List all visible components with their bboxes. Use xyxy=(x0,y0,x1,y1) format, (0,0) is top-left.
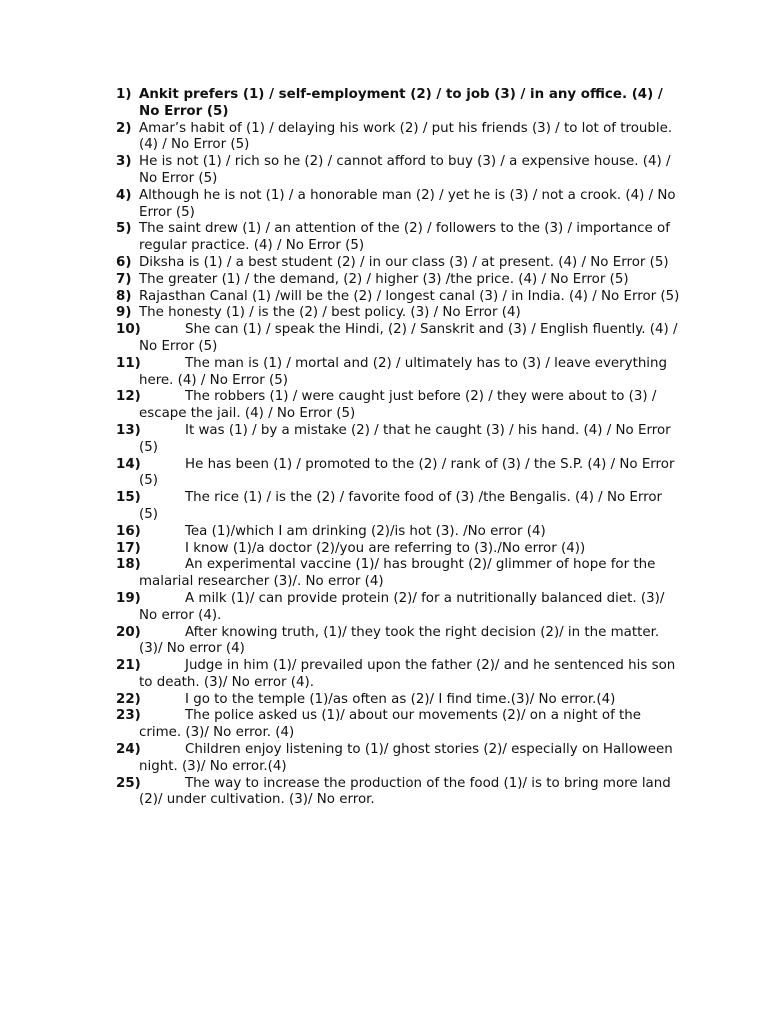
question-number: 10) xyxy=(116,322,141,338)
question-item xyxy=(116,305,684,322)
question-number: 13) xyxy=(116,422,141,438)
question-number: 24) xyxy=(116,742,141,758)
question-item xyxy=(116,692,684,709)
question-text: The police asked us (1)/ about our movements (2)/ on a night of the crime. (3)/ No error. (4) xyxy=(139,708,642,741)
question-item xyxy=(116,289,684,306)
question-text: Rajasthan Canal (1) /will be the (2) / longest canal (3) / in India. (4) / No Error (5) xyxy=(139,288,680,304)
question-item xyxy=(116,188,684,222)
question-number: 19) xyxy=(116,590,141,606)
question-item xyxy=(116,221,684,255)
question-number: 16) xyxy=(116,523,141,539)
question-text: She can (1) / speak the Hindi, (2) / Sanskrit and (3) / English fluently. (4) / No Error (5) xyxy=(139,322,678,354)
question-number: 25) xyxy=(116,775,141,791)
question-text: Children enjoy listening to (1)/ ghost stories (2)/ especially on Halloween night. (3)/ No error.(4) xyxy=(139,742,673,774)
question-text: The greater (1) / the demand, (2) / higher (3) /the price. (4) / No Error (5) xyxy=(139,271,629,287)
question-number: 4) xyxy=(116,187,132,203)
question-item xyxy=(116,541,684,558)
question-text: The rice (1) / is the (2) / favorite food of (3) /the Bengalis. (4) / No Error (5) xyxy=(139,490,663,522)
question-number: 8) xyxy=(116,288,132,304)
question-item xyxy=(116,356,684,390)
question-item xyxy=(116,625,684,659)
question-text: The man is (1) / mortal and (2) / ultimately has to (3) / leave everything here. (4) / No Error (5) xyxy=(139,355,668,388)
question-item xyxy=(116,658,684,692)
question-item xyxy=(116,708,684,742)
question-text: A milk (1)/ can provide protein (2)/ for a nutritionally balanced diet. (3)/ No error (4). xyxy=(139,590,665,623)
question-item xyxy=(116,423,684,457)
question-number: 1) xyxy=(116,87,132,102)
question-item xyxy=(116,742,684,776)
question-number: 17) xyxy=(116,540,141,556)
question-item xyxy=(116,776,684,810)
question-item xyxy=(116,557,684,591)
question-number: 21) xyxy=(116,658,141,674)
question-number: 11) xyxy=(116,355,141,371)
question-number: 2) xyxy=(116,120,132,136)
question-text: The saint drew (1) / an attention of the (2) / followers to the (3) / importance of regular practice. (4) / No Error (5) xyxy=(139,221,670,254)
question-number: 3) xyxy=(116,154,132,170)
question-number: 6) xyxy=(116,254,132,270)
question-number: 7) xyxy=(116,271,132,287)
question-item xyxy=(116,389,684,423)
question-text: He is not (1) / rich so he (2) / cannot afford to buy (3) / a expensive house. (4) / No Error (5) xyxy=(139,154,671,186)
question-text: Amar’s habit of (1) / delaying his work (2) / put his friends (3) / to lot of trouble. (4) / No Error (5) xyxy=(139,120,673,153)
question-list xyxy=(116,87,684,809)
question-item xyxy=(116,322,684,356)
question-item xyxy=(116,457,684,491)
question-item xyxy=(116,154,684,188)
question-number: 23) xyxy=(116,708,141,724)
question-number: 9) xyxy=(116,305,132,321)
question-text: Tea (1)/which I am drinking (2)/is hot (3). /No error (4) xyxy=(185,523,546,539)
question-item xyxy=(116,87,684,121)
question-item xyxy=(116,490,684,524)
question-text: I go to the temple (1)/as often as (2)/ I find time.(3)/ No error.(4) xyxy=(185,691,616,707)
question-text: An experimental vaccine (1)/ has brought (2)/ glimmer of hope for the malarial researcher (3)/. No error (4) xyxy=(139,557,656,590)
question-text: Diksha is (1) / a best student (2) / in our class (3) / at present. (4) / No Error (5) xyxy=(139,254,669,270)
question-item xyxy=(116,524,684,541)
question-number: 5) xyxy=(116,221,132,237)
question-text: After knowing truth, (1)/ they took the right decision (2)/ in the matter. (3)/ No error (4) xyxy=(139,624,660,657)
question-item xyxy=(116,591,684,625)
question-text: I know (1)/a doctor (2)/you are referring to (3)./No error (4)) xyxy=(185,540,586,556)
question-item xyxy=(116,272,684,289)
question-text: The honesty (1) / is the (2) / best policy. (3) / No Error (4) xyxy=(139,305,521,321)
question-text: The way to increase the production of the food (1)/ is to bring more land (2)/ under cultivation. (3)/ No error. xyxy=(139,775,671,808)
question-number: 12) xyxy=(116,389,141,405)
question-number: 18) xyxy=(116,557,141,573)
question-text: It was (1) / by a mistake (2) / that he caught (3) / his hand. (4) / No Error (5) xyxy=(139,422,671,455)
question-number: 22) xyxy=(116,691,141,707)
question-text: He has been (1) / promoted to the (2) / rank of (3) / the S.P. (4) / No Error (5) xyxy=(139,456,675,489)
question-text: The robbers (1) / were caught just before (2) / they were about to (3) / escape the jail. (4) / No Error (5) xyxy=(139,389,657,422)
question-item xyxy=(116,121,684,155)
question-text: Judge in him (1)/ prevailed upon the father (2)/ and he sentenced his son to death. (3)/ No error (4). xyxy=(139,658,676,690)
question-number: 15) xyxy=(116,490,141,506)
question-text: Although he is not (1) / a honorable man (2) / yet he is (3) / not a crook. (4) / No Error (5) xyxy=(139,187,676,220)
question-number: 14) xyxy=(116,456,141,472)
question-item xyxy=(116,255,684,272)
question-text: Ankit prefers (1) / self-employment (2) / to job (3) / in any office. (4) / No Error (5) xyxy=(139,87,663,119)
question-number: 20) xyxy=(116,624,141,640)
